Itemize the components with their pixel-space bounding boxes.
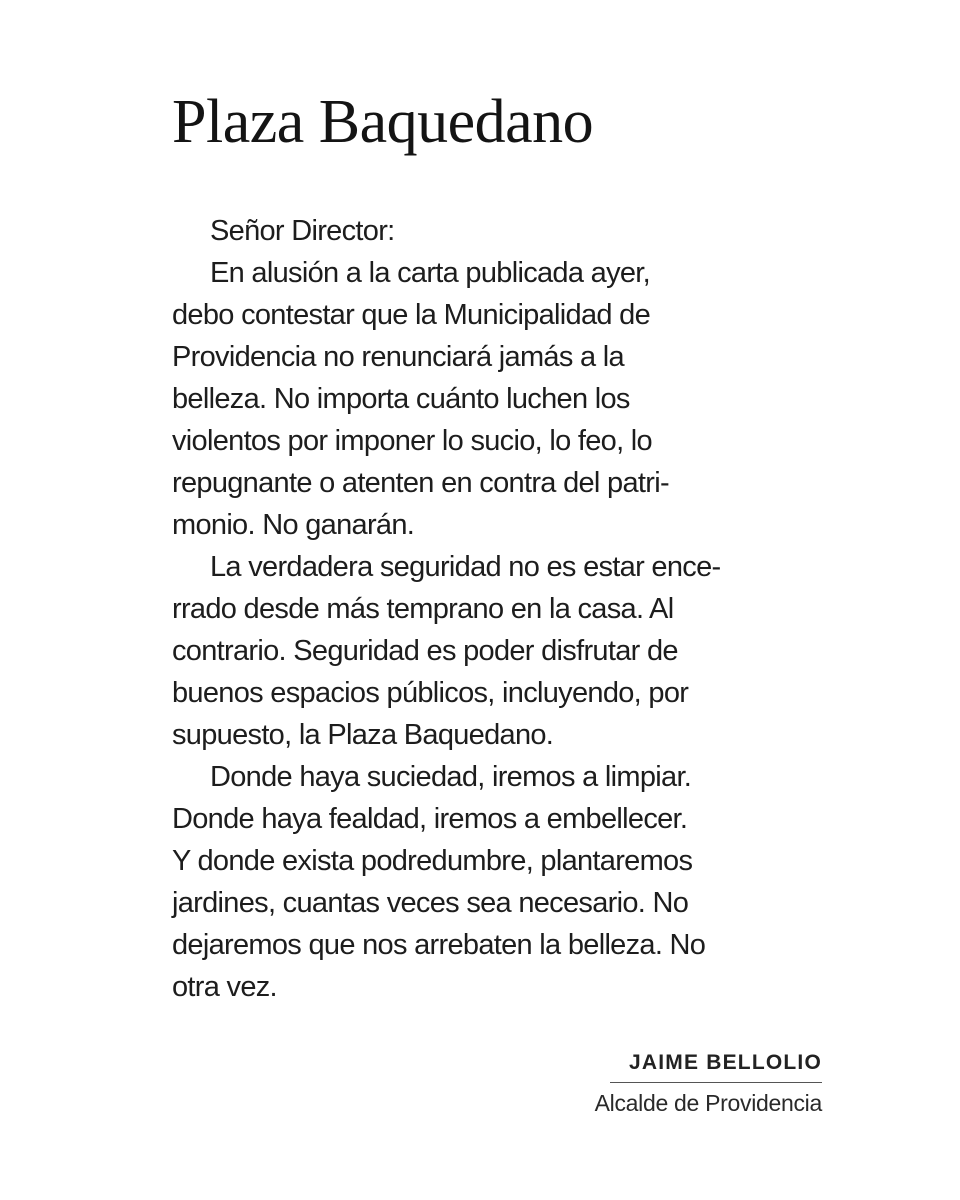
body-line: otra vez.: [172, 971, 277, 1003]
body-line: jardines, cuantas veces sea necesario. No: [172, 887, 689, 919]
body-line: En alusión a la carta publicada ayer,: [210, 257, 651, 289]
salutation: Señor Director:: [210, 215, 395, 247]
body-line: belleza. No importa cuánto luchen los: [172, 383, 630, 415]
body-line: Providencia no renunciará jamás a la: [172, 341, 624, 373]
letter-body: [172, 210, 802, 1008]
body-line: Y donde exista podredumbre, plantaremos: [172, 845, 693, 877]
body-line: monio. No ganarán.: [172, 509, 415, 541]
body-line: violentos por imponer lo sucio, lo feo, lo: [172, 425, 652, 457]
body-line: debo contestar que la Municipalidad de: [172, 299, 651, 331]
letter-title: Plaza Baquedano: [172, 88, 594, 156]
body-line: contrario. Seguridad es poder disfrutar de: [172, 635, 678, 667]
body-line: La verdadera seguridad no es estar ence-: [210, 551, 721, 583]
body-line: Donde haya fealdad, iremos a embellecer.: [172, 803, 688, 835]
signature-name: JAIME BELLOLIO: [629, 1051, 822, 1074]
signature-role: Alcalde de Providencia: [594, 1090, 822, 1116]
body-line: rrado desde más temprano en la casa. Al: [172, 593, 674, 625]
body-line: buenos espacios públicos, incluyendo, por: [172, 677, 689, 709]
body-line: Donde haya suciedad, iremos a limpiar.: [210, 761, 692, 793]
body-line: dejaremos que nos arrebaten la belleza. No: [172, 929, 706, 961]
body-line: supuesto, la Plaza Baquedano.: [172, 719, 554, 751]
signature-block: [595, 1046, 822, 1123]
body-line: repugnante o atenten en contra del patri-: [172, 467, 669, 499]
